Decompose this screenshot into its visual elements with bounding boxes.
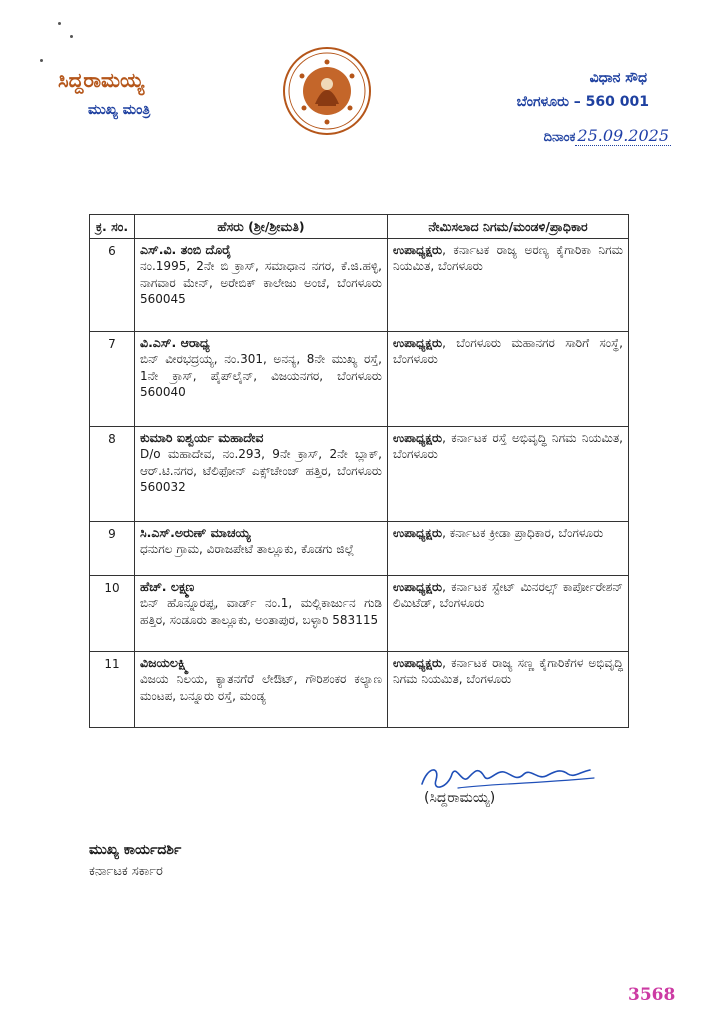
person-address: D/o ಮಹಾದೇವ, ನಂ.293, 9ನೇ ಕ್ರಾಸ್, 2ನೇ ಬ್ಲಾಕ್, ಆರ್.ಟಿ.ನಗರ, ಟೆಲಿಫೋನ್ ಎಕ್ಸ್‌ಚೇಂಜ್ ಹತ್ತಿರ, ಬೆಂಗಳೂರು 560032 <box>140 447 382 495</box>
date-label: ದಿನಾಂಕ <box>543 130 576 145</box>
post-cell <box>388 427 629 522</box>
person-name: ಹೆಚ್. ಲಕ್ಷ್ಮಣ <box>140 579 195 594</box>
table-row <box>90 427 629 522</box>
person-address: ಬಿನ್ ಹೊನ್ನೂರಪ್ಪ, ವಾರ್ಡ್ ನಂ.1, ಮಲ್ಲಿಕಾರ್ಜುನ ಗುಡಿ ಹತ್ತಿರ, ಸಂಡೂರು ತಾಲ್ಲೂಕು, ಅಂತಾಪುರ, ಬಳ್ಳಾರಿ 583115 <box>140 596 382 627</box>
person-cell <box>135 332 388 427</box>
state-emblem-seal <box>282 46 372 136</box>
appointments-table <box>89 214 629 728</box>
scan-mark <box>40 59 43 62</box>
row-number: 7 <box>90 332 135 427</box>
person-address: ಬಿನ್ ವೀರಭದ್ರಯ್ಯ, ನಂ.301, ಅನನ್ಯ, 8ನೇ ಮುಖ್ಯ ರಸ್ತೆ, 1ನೇ ಕ್ರಾಸ್, ಪೈಪ್‌ಲೈನ್, ವಿಜಯನಗರ, ಬೆಂಗಳೂರು 560040 <box>140 352 382 400</box>
government-label: ಕರ್ನಾಟಕ ಸರ್ಕಾರ <box>89 864 163 879</box>
row-number: 11 <box>90 652 135 728</box>
person-name: ಸಿ.ಎಸ್.ಅರುಣ್ ಮಾಚಯ್ಯ <box>140 525 251 540</box>
row-number: 6 <box>90 239 135 332</box>
organisation: , ಕರ್ನಾಟಕ ರಾಜ್ಯ ಸಣ್ಣ ಕೈಗಾರಿಕೆಗಳ ಅಭಿವೃದ್ಧಿ ನಿಗಮ ನಿಯಮಿತ, ಬೆಂಗಳೂರು <box>393 656 623 687</box>
address-line-2: ಬೆಂಗಳೂರು – 560 001 <box>516 94 649 110</box>
signatory-name: (ಸಿದ್ದರಾಮಯ್ಯ) <box>424 790 496 806</box>
table-header-row <box>90 215 629 239</box>
post-cell <box>388 576 629 652</box>
table-row <box>90 522 629 576</box>
scan-mark <box>58 22 61 25</box>
organisation: , ಕರ್ನಾಟಕ ಕ್ರೀಡಾ ಪ್ರಾಧಿಕಾರ, ಬೆಂಗಳೂರು <box>442 526 604 540</box>
person-cell <box>135 576 388 652</box>
table-row <box>90 239 629 332</box>
table-row <box>90 652 629 728</box>
row-number: 8 <box>90 427 135 522</box>
person-address: ನಂ.1995, 2ನೇ ಬಿ ಕ್ರಾಸ್, ಸಮಾಧಾನ ನಗರ, ಕೆ.ಜಿ.ಹಳ್ಳಿ, ನಾಗವಾರ ಮೇನ್, ಅರೇಬಿಕ್ ಕಾಲೇಜು ಅಂಚೆ, ಬೆಂಗಳೂರು 560045 <box>140 259 382 307</box>
person-cell <box>135 239 388 332</box>
role: ಉಪಾಧ್ಯಕ್ಷರು <box>393 656 443 670</box>
person-cell <box>135 522 388 576</box>
scan-mark <box>70 35 73 38</box>
role: ಉಪಾಧ್ಯಕ್ಷರು <box>393 336 443 350</box>
row-number: 10 <box>90 576 135 652</box>
person-name: ವಿಜಯಲಕ್ಷ್ಮಿ <box>140 655 189 670</box>
header-sl-no: ಕ್ರ. ಸಂ. <box>90 215 135 239</box>
post-cell <box>388 332 629 427</box>
page-number: 3568 <box>628 985 676 1005</box>
person-cell <box>135 652 388 728</box>
organisation: , ಬೆಂಗಳೂರು ಮಹಾನಗರ ಸಾರಿಗೆ ಸಂಸ್ಥೆ, ಬೆಂಗಳೂರು <box>393 336 623 367</box>
post-cell <box>388 239 629 332</box>
table-row <box>90 332 629 427</box>
person-cell <box>135 427 388 522</box>
address-line-1: ವಿಧಾನ ಸೌಧ <box>589 70 647 86</box>
person-address: ಧನುಗಲ ಗ್ರಾಮ, ವಿರಾಜಪೇಟೆ ತಾಲ್ಲೂಕು, ಕೊಡಗು ಜಿಲ್ಲೆ <box>140 542 355 557</box>
organisation: , ಕರ್ನಾಟಕ ಸ್ಟೇಟ್ ಮಿನರಲ್ಸ್ ಕಾರ್ಪೋರೇಶನ್ ಲಿಮಿಟೆಡ್, ಬೆಂಗಳೂರು <box>393 580 623 611</box>
role: ಉಪಾಧ್ಯಕ್ಷರು <box>393 431 443 445</box>
chief-secretary-label: ಮುಖ್ಯ ಕಾರ್ಯದರ್ಶಿ <box>89 842 182 858</box>
organisation: , ಕರ್ನಾಟಕ ರಸ್ತೆ ಅಭಿವೃದ್ಧಿ ನಿಗಮ ನಿಯಮಿತ, ಬೆಂಗಳೂರು <box>393 431 623 462</box>
organisation: , ಕರ್ನಾಟಕ ರಾಜ್ಯ ಅರಣ್ಯ ಕೈಗಾರಿಕಾ ನಿಗಮ ನಿಯಮಿತ, ಬೆಂಗಳೂರು <box>393 243 623 274</box>
role: ಉಪಾಧ್ಯಕ್ಷರು <box>393 580 443 594</box>
table-row <box>90 576 629 652</box>
role: ಉಪಾಧ್ಯಕ್ಷರು <box>393 243 443 257</box>
person-name: ಎಸ್.ವಿ. ತಂಬಿ ದೊರೈ <box>140 242 232 257</box>
header-post: ನೇಮಿಸಲಾದ ನಿಗಮ/ಮಂಡಳಿ/ಪ್ರಾಧಿಕಾರ <box>388 215 629 239</box>
cm-name: ಸಿದ್ದರಾಮಯ್ಯ <box>58 68 145 92</box>
date-row <box>544 126 671 145</box>
person-address: ವಿಜಯ ನಿಲಯ, ಕ್ಯಾತನಗೆರೆ ಲೇಔಟ್, ಗೌರಿಶಂಕರ ಕಲ್ಯಾಣ ಮಂಟಪ, ಬನ್ನೂರು ರಸ್ತೆ, ಮಂಡ್ಯ <box>140 672 382 703</box>
person-name: ಕುಮಾರಿ ಐಶ್ವರ್ಯ ಮಹಾದೇವ <box>140 430 264 445</box>
person-name: ವಿ.ಎಸ್. ಆರಾಧ್ಯ <box>140 335 210 350</box>
date-value: 25.09.2025 <box>577 126 669 145</box>
role: ಉಪಾಧ್ಯಕ್ಷರು <box>393 526 443 540</box>
cm-title: ಮುಖ್ಯ ಮಂತ್ರಿ <box>88 102 151 118</box>
row-number: 9 <box>90 522 135 576</box>
post-cell <box>388 652 629 728</box>
header-name: ಹೆಸರು (ಶ್ರೀ/ಶ್ರೀಮತಿ) <box>135 215 388 239</box>
post-cell <box>388 522 629 576</box>
